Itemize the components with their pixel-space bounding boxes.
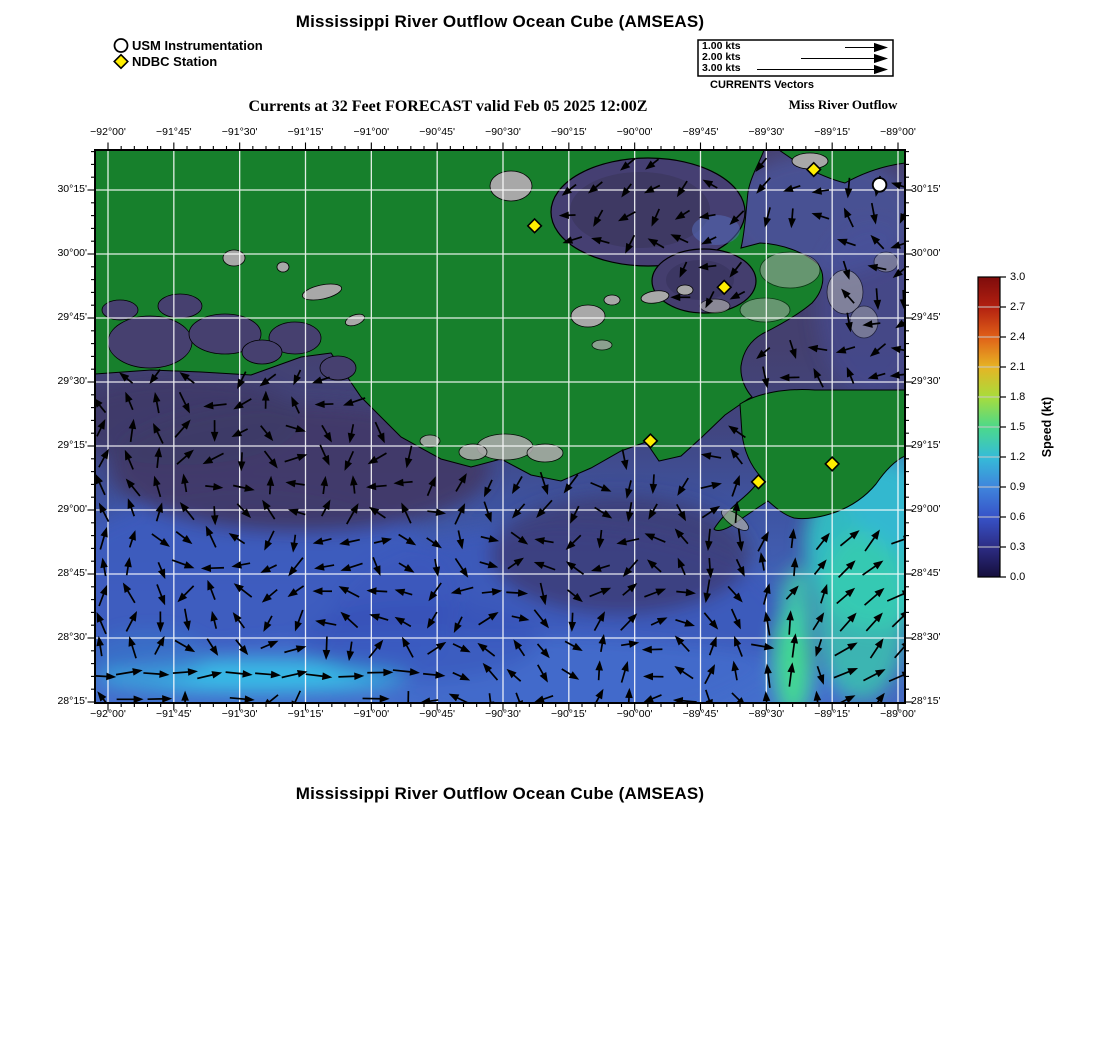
lon-tick-label-bottom: −91°15' (287, 708, 324, 720)
lon-tick-label-bottom: −89°30' (748, 708, 785, 720)
lat-tick-label-left: 29°45' (57, 311, 87, 323)
lon-tick-label-top: −91°15' (287, 126, 324, 138)
lat-tick-label-left: 28°45' (57, 567, 87, 579)
lon-tick-label-top: −89°45' (682, 126, 719, 138)
lon-tick-label-top: −90°00' (616, 126, 653, 138)
lon-tick-label-bottom: −89°45' (682, 708, 719, 720)
colorbar-tick-label: 0.0 (1010, 571, 1026, 583)
lon-tick-label-bottom: −90°00' (616, 708, 653, 720)
lon-tick-label-top: −90°45' (419, 126, 455, 138)
lon-tick-label-top: −89°30' (748, 126, 785, 138)
lat-tick-label-left: 29°30' (57, 375, 87, 387)
marsh-island (677, 285, 693, 295)
lon-tick-label-top: −92°00' (90, 126, 126, 138)
marsh-island (277, 262, 289, 272)
lat-tick-label-right: 30°15' (911, 183, 941, 195)
colorbar-tick-label: 0.6 (1010, 511, 1026, 523)
colorbar-tick-label: 0.3 (1010, 541, 1026, 553)
lon-tick-label-bottom: −90°45' (419, 708, 455, 720)
lat-tick-label-right: 28°45' (911, 567, 941, 579)
colorbar-tick-label: 2.7 (1010, 301, 1026, 313)
figure-title-top: Mississippi River Outflow Ocean Cube (AMSEAS) (295, 12, 705, 31)
colorbar-tick-label: 1.2 (1010, 451, 1026, 463)
lat-tick-label-right: 28°30' (911, 631, 941, 643)
vector-scale-1kt-label: 1.00 kts (702, 40, 741, 52)
usm-legend-circle-icon (115, 39, 128, 52)
figure-title-bottom: Mississippi River Outflow Ocean Cube (AMSEAS) (295, 784, 705, 803)
legend-usm-label: USM Instrumentation (132, 38, 263, 53)
lat-tick-label-right: 29°45' (911, 311, 941, 323)
lat-tick-label-left: 29°00' (57, 503, 87, 515)
lon-tick-label-bottom: −89°00' (880, 708, 916, 720)
region-label: Miss River Outflow (788, 97, 898, 112)
lon-tick-label-bottom: −91°30' (221, 708, 258, 720)
coastal-bay (242, 340, 282, 364)
lon-tick-label-top: −90°30' (485, 126, 521, 138)
usm-instrumentation-marker (873, 178, 887, 192)
coastal-bay (320, 356, 356, 380)
lon-tick-label-top: −91°45' (155, 126, 192, 138)
colorbar-tick-label: 1.5 (1010, 421, 1026, 433)
colorbar-tick-label: 0.9 (1010, 481, 1026, 493)
lat-tick-label-left: 28°30' (57, 631, 87, 643)
marsh-island (490, 171, 532, 201)
lat-tick-label-right: 28°15' (911, 695, 941, 707)
lat-tick-label-right: 29°30' (911, 375, 941, 387)
figure-subtitle: Currents at 32 Feet FORECAST valid Feb 05 2025 12:00Z (248, 98, 648, 115)
colorbar-tick-label: 2.4 (1010, 331, 1026, 343)
marsh-island (700, 299, 730, 313)
legend-ndbc-label: NDBC Station (132, 54, 218, 69)
scale-arrow-head (874, 65, 888, 74)
marsh-island (571, 305, 605, 327)
lon-tick-label-bottom: −91°45' (155, 708, 192, 720)
marsh-island (850, 306, 878, 338)
lat-tick-label-left: 29°15' (57, 439, 87, 451)
vector-scale-caption: CURRENTS Vectors (710, 79, 814, 91)
coastal-bay (158, 294, 202, 318)
lon-tick-label-top: −89°15' (814, 126, 850, 138)
lon-tick-label-top: −91°30' (221, 126, 258, 138)
colorbar-tick-label: 1.8 (1010, 391, 1026, 403)
colorbar (978, 277, 1006, 577)
colorbar-axis-label: Speed (kt) (1040, 396, 1054, 458)
lon-tick-label-bottom: −89°15' (814, 708, 850, 720)
marsh-island (760, 252, 820, 288)
vector-scale-2kt-label: 2.00 kts (702, 51, 741, 63)
legend-markers (114, 39, 128, 68)
lon-tick-label-top: −91°00' (353, 126, 390, 138)
lon-tick-label-bottom: −91°00' (353, 708, 390, 720)
lon-tick-label-top: −89°00' (880, 126, 916, 138)
ndbc-legend-diamond-icon (114, 55, 128, 69)
lat-tick-label-right: 29°00' (911, 503, 941, 515)
lon-tick-label-top: −90°15' (550, 126, 587, 138)
coastal-bay (108, 316, 192, 368)
colorbar-tick-label: 2.1 (1010, 361, 1026, 373)
map-area (40, 150, 965, 745)
lat-tick-label-right: 30°00' (911, 247, 941, 259)
marsh-island (223, 250, 245, 266)
lon-tick-label-bottom: −90°30' (485, 708, 521, 720)
lat-tick-label-right: 29°15' (911, 439, 941, 451)
vector-scale-3kt-label: 3.00 kts (702, 62, 741, 74)
scale-arrow-head (874, 43, 888, 52)
marsh-island (527, 444, 563, 462)
lat-tick-label-left: 30°15' (57, 183, 87, 195)
lon-tick-label-bottom: −92°00' (90, 708, 126, 720)
lat-tick-label-left: 30°00' (57, 247, 87, 259)
lat-tick-label-left: 28°15' (57, 695, 87, 707)
marsh-island (592, 340, 612, 350)
lon-tick-label-bottom: −90°15' (550, 708, 587, 720)
scale-arrow-head (874, 54, 888, 63)
colorbar-tick-label: 3.0 (1010, 271, 1026, 283)
marsh-island (604, 295, 620, 305)
